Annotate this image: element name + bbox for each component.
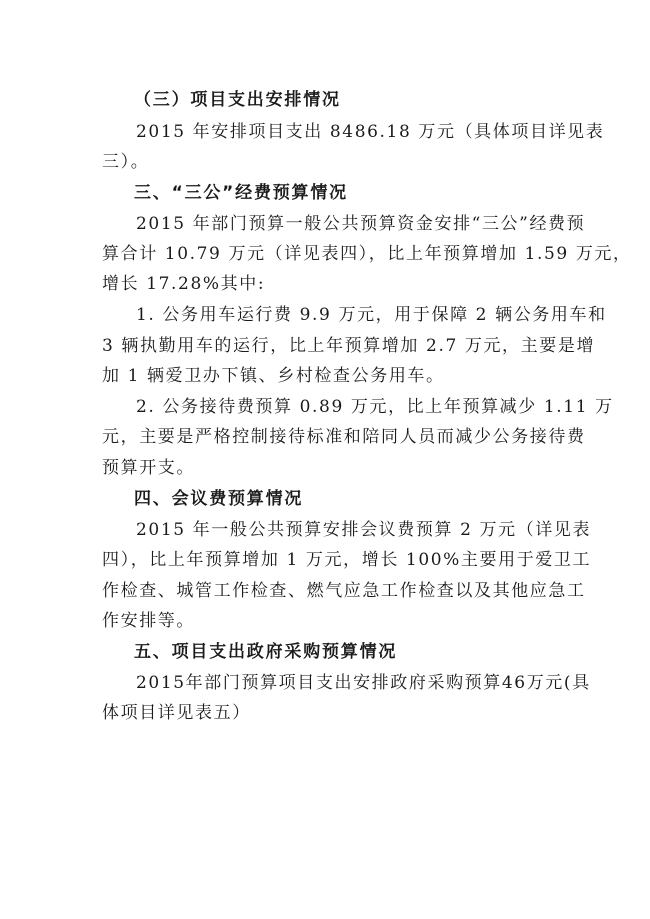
paragraph-line: 元，主要是严格控制接待标准和陪同人员而减少公务接待费 bbox=[102, 427, 586, 447]
paragraph-line: 2015 年安排项目支出 8486.18 万元（具体项目详见表 bbox=[136, 122, 605, 142]
paragraph-line: 加 1 辆爱卫办下镇、乡村检查公务用车。 bbox=[102, 366, 445, 386]
paragraph-line: 2. 公务接待费预算 0.89 万元，比上年预算减少 1.11 万 bbox=[136, 397, 614, 417]
section-heading-meeting-fees: 四、会议费预算情况 bbox=[134, 489, 304, 509]
paragraph-line: 作安排等。 bbox=[102, 611, 195, 631]
paragraph-line: 四），比上年预算增加 1 万元，增长 100%主要用于爱卫工 bbox=[102, 550, 592, 570]
paragraph-line: 作检查、城管工作检查、燃气应急工作检查以及其他应急工 bbox=[102, 581, 586, 601]
paragraph-line: 2015 年部门预算一般公共预算资金安排“三公”经费预 bbox=[136, 214, 586, 234]
paragraph-line: 预算开支。 bbox=[102, 458, 195, 478]
paragraph-line: 体项目详见表五） bbox=[102, 703, 251, 723]
paragraph-line: 3 辆执勤用车的运行，比上年预算增加 2.7 万元，主要是增 bbox=[102, 336, 596, 356]
paragraph-line: 2015 年一般公共预算安排会议费预算 2 万元（详见表 bbox=[136, 520, 592, 540]
paragraph-line: 算合计 10.79 万元（详见表四），比上年预算增加 1.59 万元， bbox=[102, 244, 632, 264]
section-heading-project-expenditure: （三）项目支出安排情况 bbox=[134, 90, 341, 110]
paragraph-line: 2015年部门预算项目支出安排政府采购预算46万元(具 bbox=[136, 673, 591, 693]
paragraph-line: 1. 公务用车运行费 9.9 万元，用于保障 2 辆公务用车和 bbox=[136, 305, 607, 325]
section-heading-three-public: 三、“三公”经费预算情况 bbox=[134, 183, 348, 203]
paragraph-line: 三）。 bbox=[102, 152, 150, 172]
paragraph-line: 增长 17.28%其中: bbox=[102, 274, 266, 294]
section-heading-procurement: 五、项目支出政府采购预算情况 bbox=[134, 642, 398, 662]
